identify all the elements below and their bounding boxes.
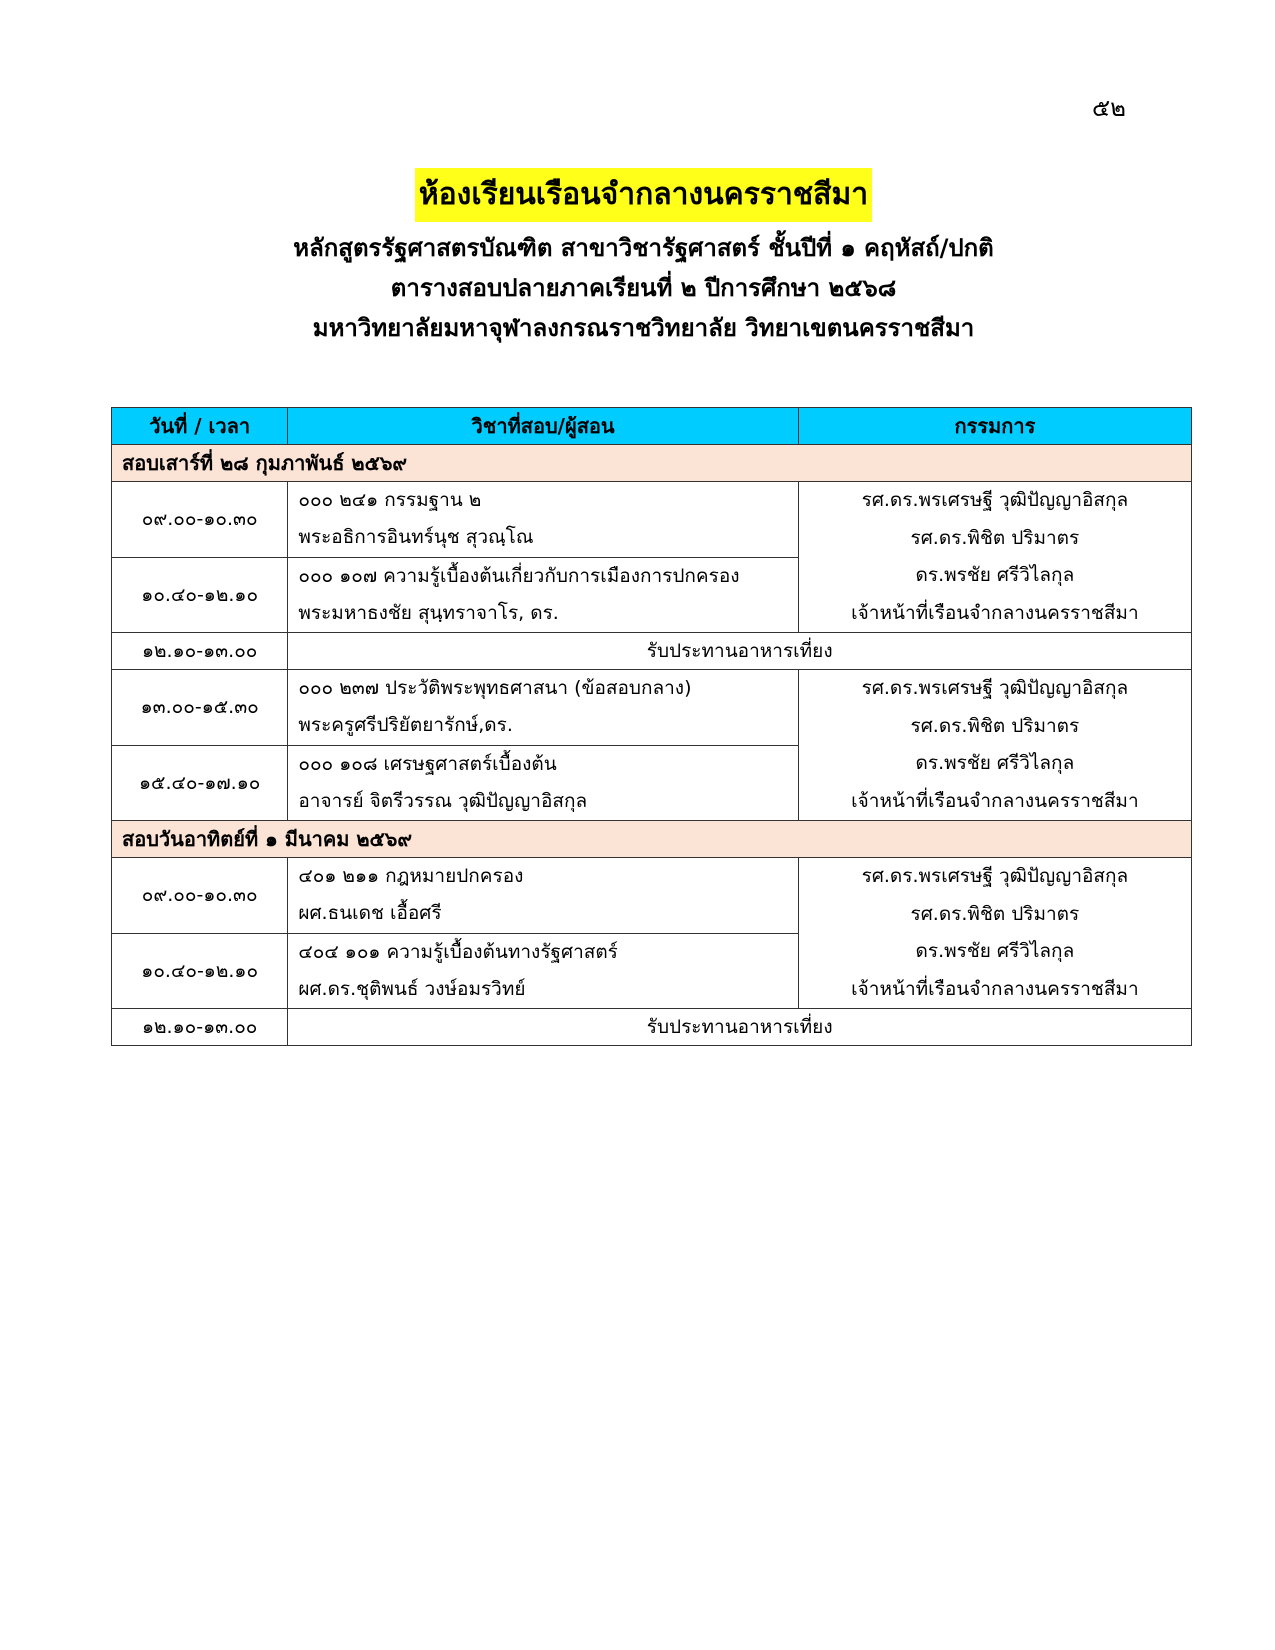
exam-subject — [288, 482, 798, 558]
committee-member: รศ.ดร.พรเศรษฐี วุฒิปัญญาอิสกุล — [861, 489, 1129, 511]
committee-member: ดร.พรชัย ศรีวิไลกุล — [915, 564, 1075, 586]
instructor-name: อาจารย์ จิตรีวรรณ วุฒิปัญญาอิสกุล — [298, 789, 588, 812]
header-date-time: วันที่ / เวลา — [112, 408, 288, 445]
instructor-name: พระอธิการอินทร์นุช สุวณฺโณ — [298, 526, 534, 549]
course-name: ๔๐๔ ๑๐๑ ความรู้เบื้องต้นทางรัฐศาสตร์ — [298, 940, 618, 963]
exam-time: ๐๙.๐๐-๑๐.๓๐ — [112, 858, 288, 934]
day-label: สอบวันอาทิตย์ที่ ๑ มีนาคม ๒๕๖๙ — [112, 821, 1192, 858]
break-label: รับประทานอาหารเที่ยง — [288, 1009, 1192, 1046]
exam-subject — [288, 557, 798, 633]
break-time: ๑๒.๑๐-๑๓.๐๐ — [112, 633, 288, 670]
exam-time: ๑๕.๔๐-๑๗.๑๐ — [112, 745, 288, 821]
committee-member: ดร.พรชัย ศรีวิไลกุล — [915, 752, 1075, 774]
university-line: มหาวิทยาลัยมหาจุฬาลงกรณราชวิทยาลัย วิทยาเขตนครราชสีมา — [312, 314, 975, 342]
exam-schedule-table — [111, 407, 1192, 1046]
committee-cell — [798, 482, 1191, 633]
committee-member: รศ.ดร.พิชิต ปริมาตร — [910, 902, 1080, 925]
course-name: ๐๐๐ ๑๐๘ เศรษฐศาสตร์เบื้องต้น — [298, 752, 557, 775]
document-header — [0, 168, 1275, 348]
header-subject: วิชาที่สอบ/ผู้สอน — [288, 408, 798, 445]
course-name: ๔๐๑ ๒๑๑ กฎหมายปกครอง — [298, 865, 524, 888]
committee-member: ดร.พรชัย ศรีวิไลกุล — [915, 940, 1075, 962]
exam-time: ๑๓.๐๐-๑๕.๓๐ — [112, 670, 288, 746]
committee-member: เจ้าหน้าที่เรือนจำกลางนครราชสีมา — [851, 789, 1139, 812]
course-name: ๐๐๐ ๑๐๗ ความรู้เบื้องต้นเกี่ยวกับการเมืองการปกครอง — [298, 564, 740, 587]
exam-schedule-line: ตารางสอบปลายภาคเรียนที่ ๒ ปีการศึกษา ๒๕๖๘ — [390, 274, 897, 302]
course-name: ๐๐๐ ๒๔๑ กรรมฐาน ๒ — [298, 489, 482, 512]
break-label: รับประทานอาหารเที่ยง — [288, 633, 1192, 670]
day-row — [112, 821, 1192, 858]
instructor-name: พระมหาธงชัย สุนฺทราจาโร, ดร. — [298, 601, 559, 624]
committee-member: รศ.ดร.พรเศรษฐี วุฒิปัญญาอิสกุล — [861, 677, 1129, 699]
page-number: ๕๒ — [1092, 94, 1126, 122]
instructor-name: ผศ.ธนเดช เอื้อศรี — [298, 902, 442, 925]
committee-member: รศ.ดร.พิชิต ปริมาตร — [910, 526, 1080, 549]
exam-time: ๑๐.๔๐-๑๒.๑๐ — [112, 933, 288, 1009]
committee-member: เจ้าหน้าที่เรือนจำกลางนครราชสีมา — [851, 601, 1139, 624]
break-row — [112, 1009, 1192, 1046]
committee-member: เจ้าหน้าที่เรือนจำกลางนครราชสีมา — [851, 977, 1139, 1000]
exam-subject — [288, 858, 798, 934]
table-row — [112, 482, 1192, 558]
course-name: ๐๐๐ ๒๓๗ ประวัติพระพุทธศาสนา (ข้อสอบกลาง) — [298, 677, 692, 700]
break-row — [112, 633, 1192, 670]
instructor-name: ผศ.ดร.ชุติพนธ์ วงษ์อมรวิทย์ — [298, 977, 526, 1000]
header-committee: กรรมการ — [798, 408, 1191, 445]
table-row — [112, 858, 1192, 934]
exam-subject — [288, 670, 798, 746]
exam-subject — [288, 745, 798, 821]
day-row — [112, 445, 1192, 482]
committee-member: รศ.ดร.พิชิต ปริมาตร — [910, 714, 1080, 737]
program-line: หลักสูตรรัฐศาสตรบัณฑิต สาขาวิชารัฐศาสตร์ ชั้นปีที่ ๑ คฤหัสถ์/ปกติ — [293, 234, 994, 262]
instructor-name: พระครูศรีปริยัตยารักษ์,ดร. — [298, 714, 513, 737]
committee-cell — [798, 670, 1191, 821]
page-title: ห้องเรียนเรือนจำกลางนครราชสีมา — [415, 168, 872, 222]
day-label: สอบเสาร์ที่ ๒๘ กุมภาพันธ์ ๒๕๖๙ — [112, 445, 1192, 482]
exam-subject — [288, 933, 798, 1009]
break-time: ๑๒.๑๐-๑๓.๐๐ — [112, 1009, 288, 1046]
exam-time: ๐๙.๐๐-๑๐.๓๐ — [112, 482, 288, 558]
committee-member: รศ.ดร.พรเศรษฐี วุฒิปัญญาอิสกุล — [861, 865, 1129, 887]
committee-cell — [798, 858, 1191, 1009]
table-row — [112, 670, 1192, 746]
exam-time: ๑๐.๔๐-๑๒.๑๐ — [112, 557, 288, 633]
table-header-row — [112, 408, 1192, 445]
